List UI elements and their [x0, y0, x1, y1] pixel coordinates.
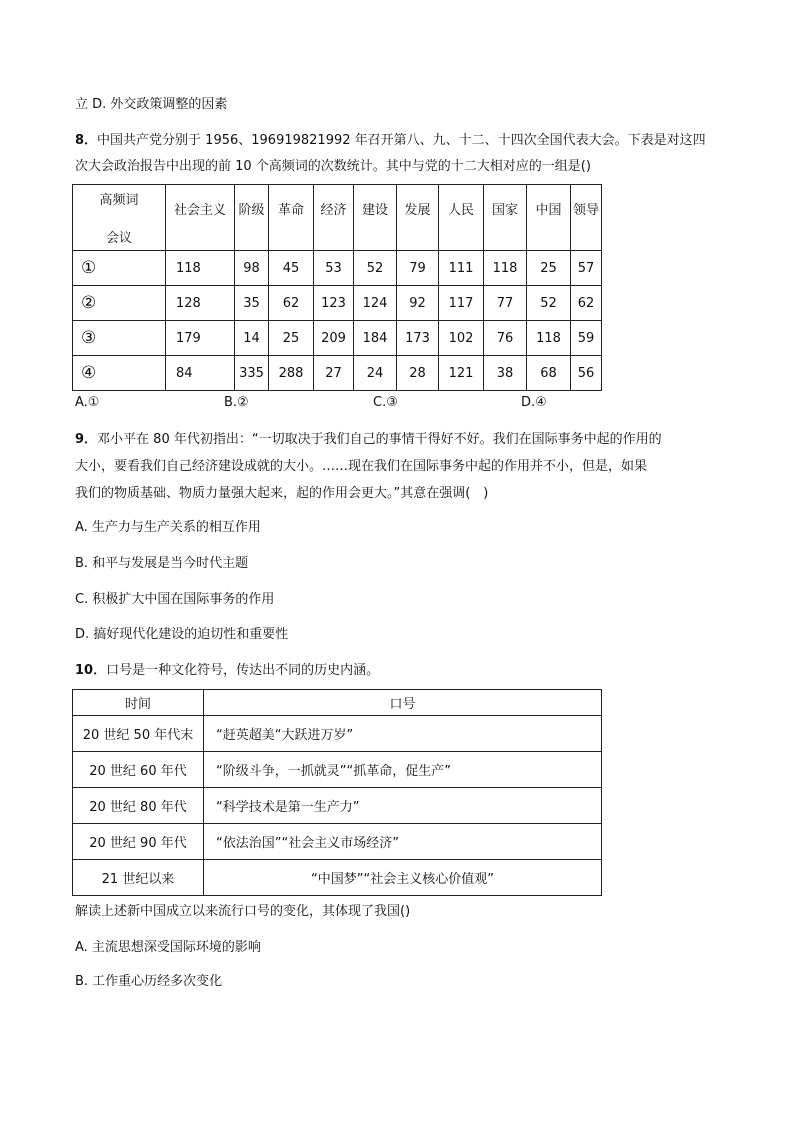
- q8-cell: 179: [166, 321, 235, 356]
- q8-cell: 173: [397, 321, 439, 356]
- q8-option-b[interactable]: B.②: [224, 395, 249, 410]
- q10-option-a[interactable]: A. 主流思想深受国际环境的影响: [75, 940, 261, 955]
- q8-cell: 117: [439, 286, 484, 321]
- q9-text-1: 邓小平在 80 年代初指出：“一切取决于我们自己的事情干得好不好。我们在国际事务中起的作用的: [97, 432, 662, 447]
- q8-number: 8．: [75, 133, 98, 148]
- q8-cell: 118: [527, 321, 571, 356]
- q8-header-cell: 社会主义: [166, 185, 235, 251]
- q8-text-1: 中国共产党分别于 1956、196919821992 年召开第八、九、十二、十四次全国代表大会。下表是对这四: [97, 133, 706, 148]
- q9-text-3: 我们的物质基础、物质力量强大起来，起的作用会更大。”其意在强调( ): [75, 486, 489, 501]
- q8-cell: 52: [354, 251, 397, 286]
- q9-option-c[interactable]: C. 积极扩大中国在国际事务的作用: [75, 592, 275, 607]
- q8-corner-top: 高频词: [99, 193, 139, 208]
- q8-header-cell: 人民: [439, 185, 484, 251]
- q8-cell: 53: [314, 251, 354, 286]
- q8-cell: 57: [571, 251, 602, 286]
- q8-cell: 68: [527, 356, 571, 391]
- q10-cell-slogan: “依法治国”“社会主义市场经济”: [204, 824, 602, 860]
- q8-cell: 335: [235, 356, 269, 391]
- q10-table-row: [73, 716, 602, 752]
- q10-option-b[interactable]: B. 工作重心历经多次变化: [75, 974, 223, 989]
- q8-corner-bottom: 会议: [105, 231, 132, 246]
- q10-text-1: 口号是一种文化符号，传达出不同的历史内涵。: [106, 663, 380, 678]
- q8-table-header-row: [73, 185, 602, 251]
- q8-table-row: [73, 356, 602, 391]
- q8-header-cell: 领导: [571, 185, 602, 251]
- q9-text-2: 大小，要看我们自己经济建设成就的大小。……现在我们在国际事务中起的作用并不小，但是，如果: [75, 459, 648, 474]
- q8-header-cell: 发展: [397, 185, 439, 251]
- q8-cell: 209: [314, 321, 354, 356]
- q8-option-c[interactable]: C.③: [373, 395, 398, 410]
- q8-cell: 123: [314, 286, 354, 321]
- q8-cell: 59: [571, 321, 602, 356]
- q10-table-row: [73, 788, 602, 824]
- q8-line-1: [75, 132, 706, 150]
- q8-cell: 52: [527, 286, 571, 321]
- q10-cell-slogan: “阶级斗争，一抓就灵”“抓革命，促生产”: [204, 752, 602, 788]
- q10-cell-slogan: “科学技术是第一生产力”: [204, 788, 602, 824]
- q8-cell: 92: [397, 286, 439, 321]
- q10-header-slogan: 口号: [204, 690, 602, 716]
- q8-text-2: 次大会政治报告中出现的前 10 个高频词的次数统计。其中与党的十二大相对应的一组是(): [75, 159, 591, 174]
- q8-header-cell: 建设: [354, 185, 397, 251]
- q10-slogan-table: [72, 689, 602, 896]
- q8-cell: 124: [354, 286, 397, 321]
- q8-table-row: [73, 321, 602, 356]
- q8-cell: 84: [166, 356, 235, 391]
- q9-line-1: [75, 431, 662, 449]
- q8-cell: 98: [235, 251, 269, 286]
- q9-option-a[interactable]: A. 生产力与生产关系的相互作用: [75, 520, 261, 535]
- q8-table-corner-cell: [73, 185, 166, 251]
- q10-number: 10．: [75, 663, 107, 678]
- q10-table-row: [73, 824, 602, 860]
- q8-cell: 25: [269, 321, 314, 356]
- q8-header-cell: 经济: [314, 185, 354, 251]
- q10-cell-time: 20 世纪 60 年代: [73, 752, 204, 788]
- q8-row-label: ②: [73, 286, 166, 321]
- q9-option-d[interactable]: D. 搞好现代化建设的迫切性和重要性: [75, 627, 289, 642]
- q8-cell: 38: [484, 356, 527, 391]
- q8-cell: 128: [166, 286, 235, 321]
- q8-row-label: ③: [73, 321, 166, 356]
- q8-cell: 45: [269, 251, 314, 286]
- q8-cell: 76: [484, 321, 527, 356]
- q10-cell-slogan: “赶英超美“大跃进万岁”: [204, 716, 602, 752]
- q8-cell: 28: [397, 356, 439, 391]
- q8-cell: 14: [235, 321, 269, 356]
- q8-option-a[interactable]: A.①: [75, 395, 100, 410]
- q10-table-header-row: [73, 690, 602, 716]
- q8-header-cell: 国家: [484, 185, 527, 251]
- q10-cell-slogan: “中国梦”“社会主义核心价值观”: [204, 860, 602, 896]
- q8-cell: 118: [166, 251, 235, 286]
- q8-row-label: ④: [73, 356, 166, 391]
- q10-cell-time: 21 世纪以来: [73, 860, 204, 896]
- q8-header-cell: 革命: [269, 185, 314, 251]
- q9-number: 9．: [75, 432, 98, 447]
- q8-cell: 184: [354, 321, 397, 356]
- q8-cell: 27: [314, 356, 354, 391]
- q8-cell: 35: [235, 286, 269, 321]
- q8-cell: 77: [484, 286, 527, 321]
- q8-row-label: ①: [73, 251, 166, 286]
- q8-cell: 118: [484, 251, 527, 286]
- q10-table-row: [73, 860, 602, 896]
- q8-frequency-table: [72, 184, 602, 391]
- q8-cell: 24: [354, 356, 397, 391]
- q8-cell: 121: [439, 356, 484, 391]
- q8-option-d[interactable]: D.④: [521, 395, 547, 410]
- q8-header-cell: 中国: [527, 185, 571, 251]
- q8-cell: 62: [269, 286, 314, 321]
- q10-table-row: [73, 752, 602, 788]
- q8-cell: 111: [439, 251, 484, 286]
- q10-cell-time: 20 世纪 90 年代: [73, 824, 204, 860]
- q8-header-cell: 阶级: [235, 185, 269, 251]
- q10-cell-time: 20 世纪 50 年代末: [73, 716, 204, 752]
- q10-question-text: 解读上述新中国成立以来流行口号的变化，其体现了我国(): [75, 904, 411, 919]
- q8-cell: 288: [269, 356, 314, 391]
- q10-line-1: [75, 662, 379, 680]
- q8-cell: 25: [527, 251, 571, 286]
- q8-cell: 102: [439, 321, 484, 356]
- q7-option-d: 立 D. 外交政策调整的因素: [75, 97, 228, 112]
- q9-option-b[interactable]: B. 和平与发展是当今时代主题: [75, 556, 249, 571]
- q8-cell: 79: [397, 251, 439, 286]
- q10-header-time: 时间: [73, 690, 204, 716]
- q8-table-row: [73, 251, 602, 286]
- q8-cell: 62: [571, 286, 602, 321]
- q10-cell-time: 20 世纪 80 年代: [73, 788, 204, 824]
- q8-table-row: [73, 286, 602, 321]
- q8-cell: 56: [571, 356, 602, 391]
